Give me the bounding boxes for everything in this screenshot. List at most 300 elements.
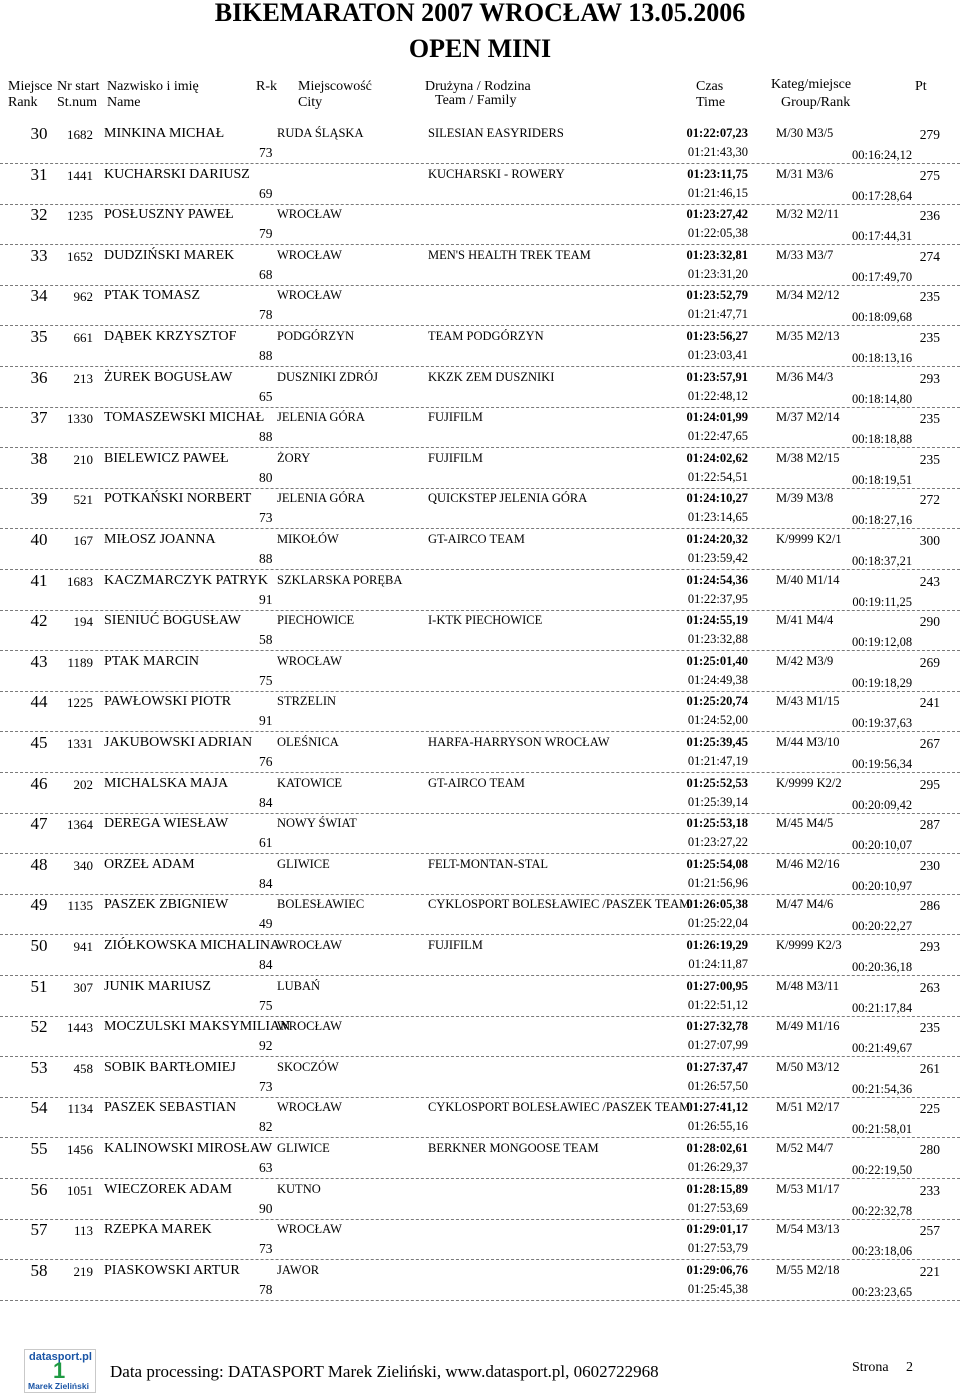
rider-name-cell: MIŁOSZ JOANNA — [104, 532, 216, 547]
time-cell: 01:23:57,91 — [686, 369, 748, 384]
city-cell: ŻORY — [277, 450, 311, 465]
category-cell: M/35 M2/13 — [776, 329, 840, 343]
rider-name-cell: BIELEWICZ PAWEŁ — [104, 450, 229, 466]
start-number-cell: 1682 — [67, 127, 93, 142]
lap1-time-cell: 01:22:47,65 — [687, 429, 748, 444]
category-cell: M/53 M1/17 — [776, 1181, 840, 1196]
rank-cell: 53 — [30, 1057, 48, 1077]
rank-cell: 32 — [30, 205, 48, 225]
team-cell: FUJIFILM — [428, 450, 483, 465]
lap2-time-cell: 00:23:23,65 — [852, 1284, 913, 1299]
city-cell: RUDA ŚLĄSKA — [277, 126, 364, 140]
category-cell: M/51 M2/17 — [776, 1100, 840, 1115]
page-number: 2 — [906, 1360, 913, 1375]
birth-year-cell: 84 — [259, 794, 273, 810]
category-cell: M/36 M4/3 — [776, 369, 834, 384]
city-cell: GLIWICE — [277, 1141, 330, 1155]
city-cell: WROCŁAW — [277, 207, 342, 222]
lap2-time-cell: 00:19:12,08 — [852, 635, 913, 650]
points-cell: 286 — [919, 898, 940, 914]
birth-year-cell: 91 — [259, 713, 273, 729]
category-cell: M/31 M3/6 — [776, 166, 834, 181]
result-row — [0, 814, 960, 854]
rider-name-cell: MOCZULSKI MAKSYMILIAN — [104, 1019, 291, 1035]
lap1-time-cell: 01:25:45,38 — [687, 1281, 748, 1296]
team-cell: FELT-MONTAN-STAL — [428, 856, 548, 871]
rider-name-cell: MINKINA MICHAŁ — [104, 126, 225, 141]
lap1-time-cell: 01:24:11,87 — [688, 957, 748, 971]
category-cell: K/9999 K2/1 — [776, 532, 842, 546]
lap2-time-cell: 00:20:10,07 — [852, 838, 913, 853]
category-cell: M/39 M3/8 — [776, 491, 834, 506]
points-cell: 295 — [919, 776, 940, 792]
logo-name-text: Marek Zieliński — [28, 1381, 89, 1391]
category-cell: M/41 M4/4 — [776, 613, 834, 628]
time-cell: 01:27:41,12 — [686, 1100, 748, 1115]
header-miejscowosc: Miejscowość — [298, 79, 372, 94]
city-cell: JELENIA GÓRA — [277, 410, 365, 425]
time-cell: 01:27:00,95 — [686, 978, 748, 993]
time-cell: 01:24:01,99 — [686, 410, 748, 425]
points-cell: 261 — [919, 1060, 940, 1076]
team-cell: HARFA-HARRYSON WROCŁAW — [428, 735, 610, 749]
rider-name-cell: DĄBEK KRZYSZTOF — [104, 329, 237, 344]
category-cell: M/45 M4/5 — [776, 816, 834, 831]
points-cell: 235 — [919, 330, 940, 345]
rider-name-cell: MICHALSKA MAJA — [104, 775, 229, 791]
rank-cell: 33 — [30, 245, 48, 265]
start-number-cell: 1364 — [67, 817, 93, 833]
category-cell: M/43 M1/15 — [776, 694, 840, 709]
start-number-cell: 521 — [73, 492, 93, 508]
team-cell: GT-AIRCO TEAM — [428, 532, 525, 546]
header-time: Time — [696, 95, 726, 110]
lap2-time-cell: 00:20:36,18 — [852, 960, 913, 974]
header-rk: R-k — [256, 79, 277, 94]
category-cell: M/44 M3/10 — [776, 735, 840, 749]
lap1-time-cell: 01:22:51,12 — [687, 997, 748, 1012]
lap1-time-cell: 01:21:46,15 — [687, 185, 748, 200]
lap1-time-cell: 01:23:31,20 — [687, 266, 748, 281]
rider-name-cell: SIENIUĆ BOGUSŁAW — [104, 613, 241, 629]
birth-year-cell: 78 — [259, 307, 273, 323]
result-row — [0, 286, 960, 326]
birth-year-cell: 73 — [259, 145, 273, 160]
category-cell: M/46 M2/16 — [776, 856, 840, 871]
result-row — [0, 855, 960, 895]
time-cell: 01:26:05,38 — [686, 897, 748, 912]
city-cell: NOWY ŚWIAT — [277, 816, 357, 831]
birth-year-cell: 82 — [259, 1119, 273, 1135]
category-cell: M/32 M2/11 — [776, 207, 840, 222]
category-cell: M/54 M3/13 — [776, 1222, 840, 1237]
lap1-time-cell: 01:25:22,04 — [687, 916, 748, 931]
city-cell: WROCŁAW — [277, 288, 342, 303]
birth-year-cell: 92 — [259, 1038, 273, 1054]
rank-cell: 55 — [30, 1139, 48, 1158]
result-row — [0, 368, 960, 408]
team-cell: MEN'S HEALTH TREK TEAM — [428, 247, 591, 262]
rank-cell: 40 — [30, 530, 48, 549]
rider-name-cell: ORZEŁ ADAM — [104, 856, 195, 872]
points-cell: 300 — [919, 533, 940, 548]
time-cell: 01:25:52,53 — [686, 775, 748, 790]
points-cell: 233 — [919, 1182, 940, 1198]
team-cell: I-KTK PIECHOWICE — [428, 613, 543, 628]
points-cell: 290 — [919, 614, 940, 630]
lap2-time-cell: 00:19:56,34 — [852, 757, 913, 771]
rider-name-cell: JAKUBOWSKI ADRIAN — [104, 735, 253, 750]
result-row — [0, 408, 960, 448]
lap1-time-cell: 01:27:53,69 — [687, 1200, 748, 1215]
city-cell: WROCŁAW — [277, 247, 342, 262]
team-cell: CYKLOSPORT BOLESŁAWIEC /PASZEK TEAM — [428, 897, 691, 912]
time-cell: 01:24:20,32 — [686, 532, 748, 546]
birth-year-cell: 58 — [259, 632, 273, 648]
rank-cell: 39 — [30, 489, 48, 509]
points-cell: 293 — [919, 939, 940, 954]
header-nr-start: Nr start — [57, 79, 100, 94]
lap1-time-cell: 01:22:48,12 — [687, 388, 748, 403]
rider-name-cell: PTAK MARCIN — [104, 653, 199, 669]
start-number-cell: 1331 — [67, 736, 93, 751]
result-row — [0, 530, 960, 570]
start-number-cell: 1051 — [67, 1182, 93, 1198]
city-cell: STRZELIN — [277, 694, 337, 709]
team-cell: BERKNER MONGOOSE TEAM — [428, 1141, 599, 1155]
birth-year-cell: 76 — [259, 754, 273, 769]
birth-year-cell: 73 — [259, 1078, 273, 1094]
lap2-time-cell: 00:19:11,25 — [852, 594, 912, 609]
category-cell: M/52 M4/7 — [776, 1141, 834, 1155]
rank-cell: 52 — [30, 1017, 48, 1037]
team-cell: FUJIFILM — [428, 410, 483, 425]
time-cell: 01:25:01,40 — [686, 653, 748, 668]
lap1-time-cell: 01:25:39,14 — [687, 794, 748, 809]
time-cell: 01:29:01,17 — [686, 1222, 748, 1237]
page-label: Strona — [852, 1360, 889, 1375]
points-cell: 235 — [919, 1020, 940, 1036]
rank-cell: 46 — [30, 773, 48, 793]
result-row — [0, 571, 960, 611]
rank-cell: 58 — [30, 1260, 48, 1280]
category-cell: M/37 M2/14 — [776, 410, 840, 425]
rider-name-cell: PIASKOWSKI ARTUR — [104, 1262, 240, 1278]
start-number-cell: 962 — [73, 289, 93, 305]
start-number-cell: 661 — [73, 330, 93, 345]
birth-year-cell: 49 — [259, 916, 273, 932]
time-cell: 01:22:07,23 — [686, 126, 748, 140]
lap1-time-cell: 01:22:54,51 — [687, 469, 748, 484]
category-cell: M/30 M3/5 — [776, 126, 834, 140]
birth-year-cell: 68 — [259, 266, 273, 282]
lap2-time-cell: 00:19:18,29 — [852, 675, 913, 690]
header-city: City — [298, 95, 323, 110]
start-number-cell: 1235 — [67, 208, 93, 224]
lap1-time-cell: 01:22:05,38 — [687, 226, 748, 241]
birth-year-cell: 88 — [259, 551, 273, 566]
time-cell: 01:25:39,45 — [686, 735, 748, 749]
result-row — [0, 692, 960, 732]
result-row — [0, 936, 960, 976]
birth-year-cell: 63 — [259, 1160, 273, 1175]
lap1-time-cell: 01:21:47,19 — [687, 754, 748, 768]
city-cell: WROCŁAW — [277, 1100, 342, 1115]
team-cell: TEAM PODGÓRZYN — [428, 329, 544, 343]
lap1-time-cell: 01:23:27,22 — [687, 835, 748, 850]
rank-cell: 44 — [30, 692, 48, 712]
rank-cell: 51 — [30, 976, 48, 996]
birth-year-cell: 75 — [259, 997, 273, 1013]
category-cell: M/55 M2/18 — [776, 1262, 840, 1277]
result-row — [0, 895, 960, 935]
lap2-time-cell: 00:18:14,80 — [852, 391, 913, 406]
result-row — [0, 977, 960, 1017]
team-cell: FUJIFILM — [428, 938, 483, 952]
category-cell: M/49 M1/16 — [776, 1019, 840, 1034]
birth-year-cell: 61 — [259, 835, 273, 851]
event-title: BIKEMARATON 2007 WROCŁAW 13.05.2006 — [214, 0, 746, 27]
lap2-time-cell: 00:18:13,16 — [852, 351, 913, 365]
time-cell: 01:28:15,89 — [686, 1181, 748, 1196]
lap2-time-cell: 00:17:49,70 — [852, 269, 913, 284]
header-pt: Pt — [915, 79, 927, 94]
category-cell: M/48 M3/11 — [776, 978, 840, 993]
team-cell: QUICKSTEP JELENIA GÓRA — [428, 491, 588, 506]
points-cell: 272 — [919, 492, 940, 508]
time-cell: 01:28:02,61 — [686, 1141, 748, 1155]
lap2-time-cell: 00:18:37,21 — [852, 554, 913, 568]
result-row — [0, 489, 960, 529]
rank-cell: 56 — [30, 1179, 48, 1199]
city-cell: GLIWICE — [277, 856, 330, 871]
birth-year-cell: 88 — [259, 429, 273, 445]
rank-cell: 43 — [30, 651, 48, 671]
lap1-time-cell: 01:24:52,00 — [687, 713, 748, 728]
rank-cell: 41 — [30, 570, 48, 590]
lap1-time-cell: 01:23:03,41 — [687, 348, 748, 362]
points-cell: 263 — [919, 979, 940, 995]
points-cell: 274 — [919, 248, 940, 264]
time-cell: 01:23:32,81 — [686, 247, 748, 262]
category-cell: K/9999 K2/2 — [776, 775, 842, 790]
lap1-time-cell: 01:21:56,96 — [687, 875, 748, 890]
city-cell: KUTNO — [277, 1181, 321, 1196]
birth-year-cell: 79 — [259, 226, 273, 242]
start-number-cell: 210 — [73, 451, 93, 467]
category-cell: M/38 M2/15 — [776, 450, 840, 465]
points-cell: 287 — [919, 817, 940, 833]
time-cell: 01:23:11,75 — [687, 166, 748, 181]
team-cell: KUCHARSKI - ROWERY — [428, 166, 565, 181]
rider-name-cell: KUCHARSKI DARIUSZ — [104, 166, 250, 182]
start-number-cell: 1189 — [67, 654, 93, 670]
result-row — [0, 611, 960, 651]
points-cell: 221 — [919, 1263, 940, 1279]
city-cell: PIECHOWICE — [277, 613, 355, 628]
lap1-time-cell: 01:27:53,79 — [687, 1241, 748, 1256]
points-cell: 230 — [919, 857, 940, 873]
header-czas: Czas — [696, 79, 724, 94]
points-cell: 267 — [919, 736, 940, 751]
lap2-time-cell: 00:16:24,12 — [852, 148, 913, 162]
birth-year-cell: 80 — [259, 469, 273, 485]
category-cell: M/42 M3/9 — [776, 653, 834, 668]
city-cell: JELENIA GÓRA — [277, 491, 365, 506]
rank-cell: 34 — [30, 286, 48, 306]
points-cell: 243 — [919, 573, 940, 589]
birth-year-cell: 65 — [259, 388, 273, 404]
city-cell: WROCŁAW — [277, 1222, 342, 1237]
city-cell: LUBAŃ — [277, 978, 321, 993]
rider-name-cell: PASZEK SEBASTIAN — [104, 1100, 237, 1116]
points-cell: 257 — [919, 1223, 940, 1239]
start-number-cell: 1330 — [67, 411, 93, 427]
points-cell: 235 — [919, 411, 940, 427]
points-cell: 241 — [919, 695, 940, 711]
time-cell: 01:24:54,36 — [686, 572, 748, 587]
start-number-cell: 307 — [73, 979, 93, 995]
points-cell: 225 — [919, 1101, 940, 1117]
time-cell: 01:24:10,27 — [686, 491, 748, 506]
lap2-time-cell: 00:20:10,97 — [852, 878, 913, 893]
category-cell: M/33 M3/7 — [776, 247, 834, 262]
time-cell: 01:24:02,62 — [686, 450, 748, 465]
result-row — [0, 1261, 960, 1301]
start-number-cell: 167 — [73, 533, 93, 548]
rider-name-cell: PAWŁOWSKI PIOTR — [104, 694, 232, 710]
lap1-time-cell: 01:26:57,50 — [687, 1078, 748, 1093]
team-cell: KKZK ZEM DUSZNIKI — [428, 369, 555, 384]
rider-name-cell: DUDZIŃSKI MAREK — [104, 247, 235, 263]
rank-cell: 57 — [30, 1220, 48, 1240]
lap1-time-cell: 01:26:29,37 — [687, 1160, 748, 1174]
start-number-cell: 1135 — [67, 898, 93, 914]
time-cell: 01:23:27,42 — [686, 207, 748, 222]
lap1-time-cell: 01:22:37,95 — [687, 591, 748, 606]
rank-cell: 50 — [30, 936, 48, 955]
result-row — [0, 327, 960, 367]
header-nazwisko: Nazwisko i imię — [107, 79, 199, 94]
rank-cell: 47 — [30, 814, 48, 834]
birth-year-cell: 78 — [259, 1281, 273, 1297]
start-number-cell: 219 — [73, 1263, 93, 1279]
result-row — [0, 449, 960, 489]
team-cell: SILESIAN EASYRIDERS — [428, 126, 564, 140]
lap1-time-cell: 01:21:47,71 — [687, 307, 748, 322]
birth-year-cell: 75 — [259, 672, 273, 688]
category-cell: M/40 M1/14 — [776, 572, 840, 587]
lap1-time-cell: 01:23:59,42 — [687, 551, 748, 565]
city-cell: OLEŚNICA — [277, 735, 339, 749]
logo-site-text: datasport.pl — [29, 1351, 92, 1363]
result-row — [0, 774, 960, 814]
birth-year-cell: 91 — [259, 591, 273, 607]
lap1-time-cell: 01:23:32,88 — [687, 632, 748, 647]
header-kateg: Kateg/miejsce — [771, 77, 852, 92]
result-row — [0, 1180, 960, 1220]
header-team: Team / Family — [435, 93, 517, 108]
rider-name-cell: TOMASZEWSKI MICHAŁ — [104, 410, 265, 426]
rider-name-cell: JUNIK MARIUSZ — [104, 978, 211, 994]
birth-year-cell: 69 — [259, 185, 273, 201]
lap2-time-cell: 00:22:32,78 — [852, 1203, 913, 1218]
lap2-time-cell: 00:21:17,84 — [852, 1000, 913, 1015]
birth-year-cell: 84 — [259, 875, 273, 891]
header-druzyna: Drużyna / Rodzina — [425, 79, 531, 94]
header-miejsce: Miejsce — [8, 79, 53, 94]
header-name: Name — [107, 95, 141, 110]
start-number-cell: 1456 — [67, 1142, 93, 1157]
rider-name-cell: PTAK TOMASZ — [104, 288, 200, 304]
lap2-time-cell: 00:21:58,01 — [852, 1122, 913, 1137]
time-cell: 01:25:20,74 — [686, 694, 748, 709]
rider-name-cell: ZIÓŁKOWSKA MICHALINA — [104, 938, 281, 953]
result-row — [0, 1058, 960, 1098]
points-cell: 293 — [919, 370, 940, 386]
lap2-time-cell: 00:18:18,88 — [852, 432, 913, 447]
category-title: OPEN MINI — [408, 34, 552, 63]
city-cell: SKOCZÓW — [277, 1059, 339, 1074]
rank-cell: 45 — [30, 733, 48, 752]
start-number-cell: 1652 — [67, 248, 93, 264]
lap1-time-cell: 01:23:14,65 — [687, 510, 748, 525]
datasport-logo — [24, 1349, 96, 1393]
points-cell: 236 — [919, 208, 940, 224]
start-number-cell: 340 — [73, 857, 93, 873]
lap2-time-cell: 00:22:19,50 — [852, 1163, 913, 1177]
rank-cell: 49 — [30, 895, 48, 915]
lap1-time-cell: 01:26:55,16 — [687, 1119, 748, 1134]
rider-name-cell: ŻUREK BOGUSŁAW — [104, 369, 233, 385]
result-row — [0, 733, 960, 773]
city-cell: JAWOR — [277, 1262, 320, 1277]
city-cell: PODGÓRZYN — [277, 329, 355, 343]
footer-data-processing: Data processing: DATASPORT Marek Zieliński, www.datasport.pl, 0602722968 — [110, 1362, 659, 1381]
logo-number: 1 — [53, 1358, 66, 1383]
lap1-time-cell: 01:21:43,30 — [687, 145, 748, 159]
time-cell: 01:25:53,18 — [686, 816, 748, 831]
start-number-cell: 941 — [73, 939, 93, 954]
start-number-cell: 1443 — [67, 1020, 93, 1036]
category-cell: M/34 M2/12 — [776, 288, 840, 303]
rank-cell: 31 — [30, 164, 48, 184]
rider-name-cell: POSŁUSZNY PAWEŁ — [104, 207, 234, 223]
lap2-time-cell: 00:23:18,06 — [852, 1244, 913, 1259]
rank-cell: 54 — [30, 1098, 48, 1118]
points-cell: 235 — [919, 451, 940, 467]
rank-cell: 37 — [30, 408, 48, 428]
start-number-cell: 194 — [73, 614, 93, 630]
start-number-cell: 1134 — [67, 1101, 93, 1117]
birth-year-cell: 73 — [259, 510, 273, 526]
lap2-time-cell: 00:17:44,31 — [852, 229, 913, 244]
team-cell: GT-AIRCO TEAM — [428, 775, 525, 790]
rider-name-cell: SOBIK BARTŁOMIEJ — [104, 1059, 236, 1075]
rank-cell: 48 — [30, 854, 48, 874]
lap2-time-cell: 00:20:22,27 — [852, 919, 913, 934]
lap2-time-cell: 00:18:27,16 — [852, 513, 913, 528]
lap2-time-cell: 00:21:54,36 — [852, 1081, 913, 1096]
time-cell: 01:23:56,27 — [686, 329, 748, 343]
time-cell: 01:27:32,78 — [686, 1019, 748, 1034]
category-cell: M/50 M3/12 — [776, 1059, 840, 1074]
start-number-cell: 1441 — [67, 167, 93, 183]
lap2-time-cell: 00:18:09,68 — [852, 310, 913, 325]
start-number-cell: 202 — [73, 776, 93, 792]
header-st-num: St.num — [57, 95, 98, 110]
birth-year-cell: 88 — [259, 348, 273, 363]
